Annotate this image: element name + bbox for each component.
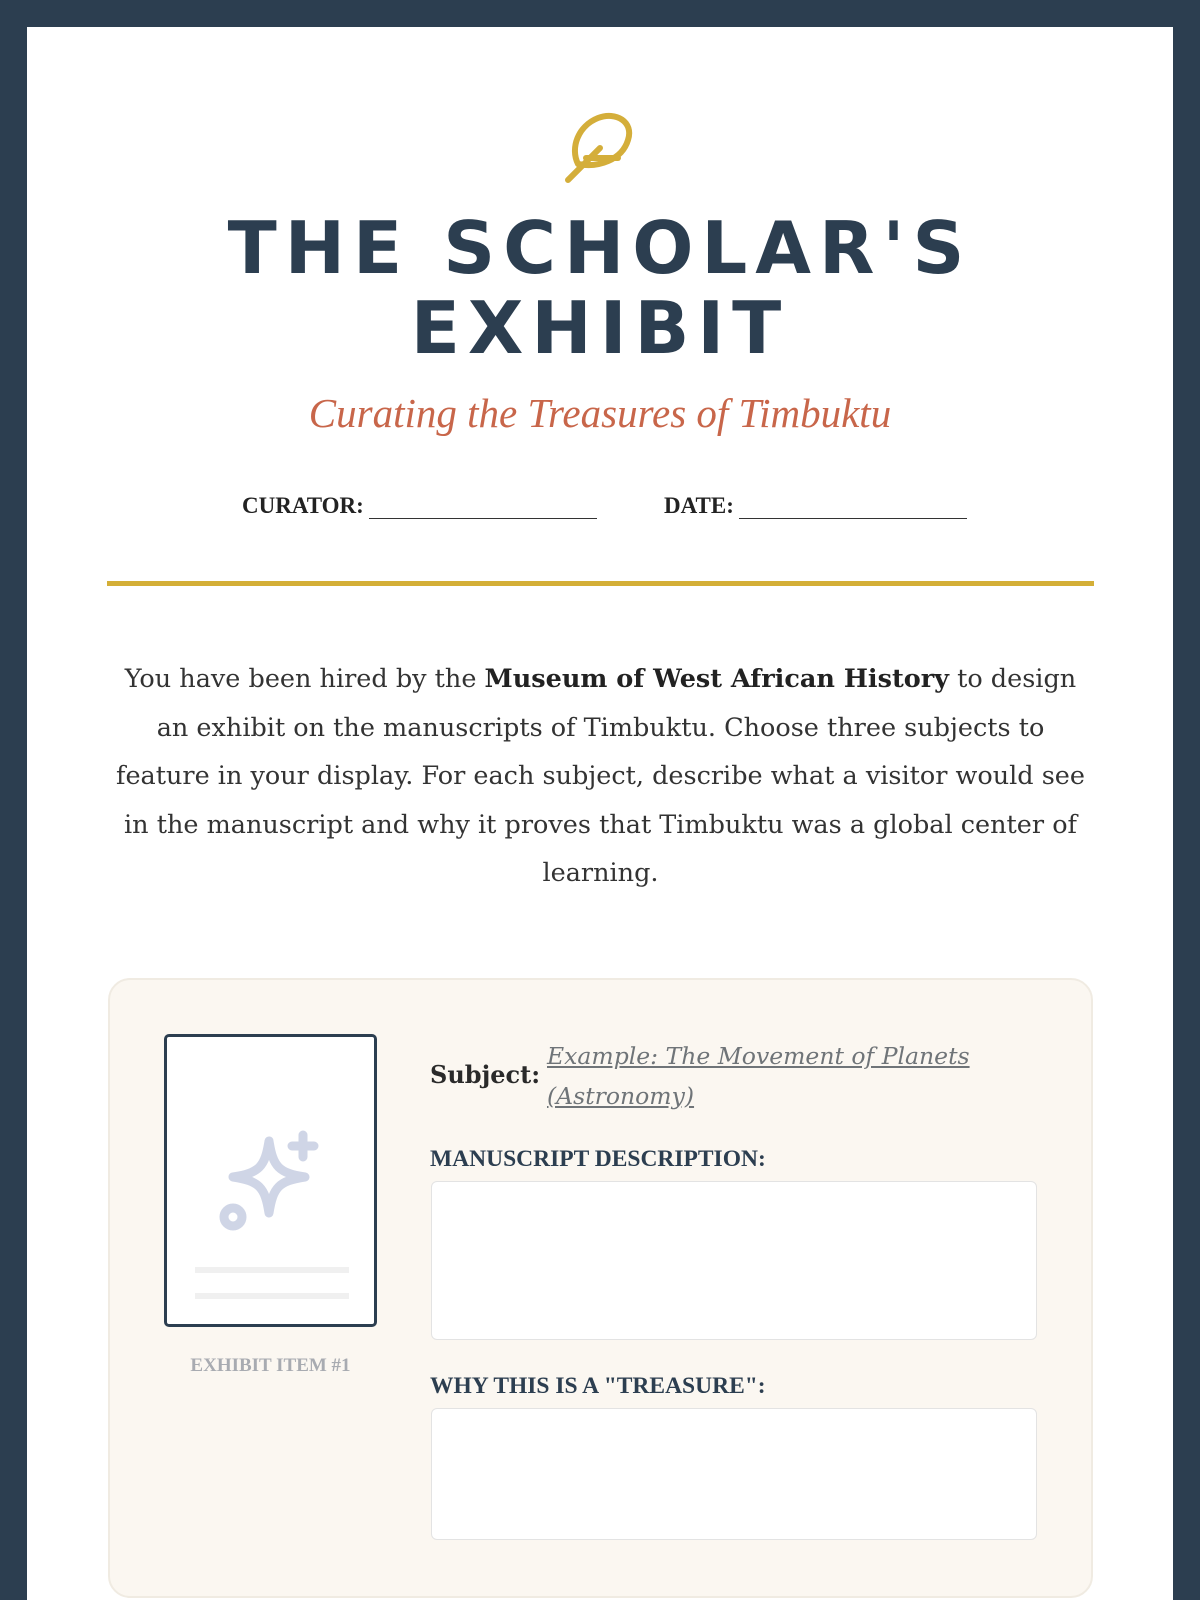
exhibit-item-label: EXHIBIT ITEM #1 [190,1355,351,1376]
curator-field [242,493,597,519]
date-blank[interactable] [739,497,967,519]
gold-divider [107,581,1094,586]
subject-example[interactable]: Example: The Movement of Planets (Astronomy) [547,1042,970,1110]
caption-line [195,1293,349,1299]
intro-text-2: to design an exhibit on the manuscripts of Timbuktu. Choose three subjects to feature in your display. For each subject, describe what a visitor would see in the manuscript and why it proves that Timbuktu was a global center of learning. [116,664,1085,888]
date-field [664,493,967,519]
intro-paragraph [107,655,1094,898]
date-label: DATE: [664,493,734,518]
caption-line [195,1267,349,1273]
page-title [0,208,1200,368]
title-line-2: EXHIBIT [410,286,790,370]
curator-blank[interactable] [369,497,597,519]
intro-text-1: You have been hired by the [124,664,485,694]
treasure-label: WHY THIS IS A "TREASURE": [430,1373,766,1399]
feather-icon [560,108,638,188]
sparkle-icon [217,1127,327,1237]
exhibit-image-frame [164,1034,377,1327]
treasure-box[interactable] [431,1408,1037,1540]
subject-label: Subject: [430,1060,541,1089]
description-label: MANUSCRIPT DESCRIPTION: [430,1146,766,1172]
museum-name: Museum of West African History [484,664,949,694]
description-box[interactable] [431,1181,1037,1340]
page-subtitle: Curating the Treasures of Timbuktu [308,390,892,436]
curator-label: CURATOR: [242,493,364,518]
title-line-1: THE SCHOLAR'S [227,206,973,290]
